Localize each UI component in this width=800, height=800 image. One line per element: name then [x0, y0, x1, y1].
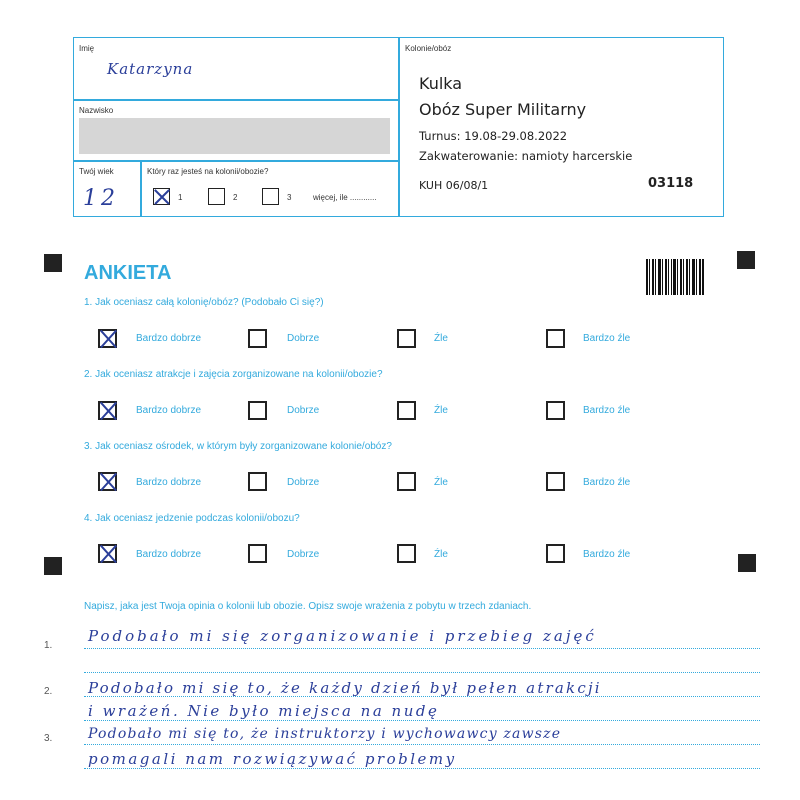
camp-accommodation: Zakwaterowanie: namioty harcerskie [419, 149, 633, 163]
times-label: Który raz jesteś na kolonii/obozie? [147, 167, 269, 176]
times-option-1: 1 [178, 193, 183, 202]
times-option-3: 3 [287, 193, 292, 202]
times-more-label: więcej, ile ............ [313, 193, 377, 202]
q2-option-bardzo-zle-checkbox[interactable] [546, 401, 565, 420]
q4-option-zle-checkbox[interactable] [397, 544, 416, 563]
q1-option-bardzo-zle-checkbox[interactable] [546, 329, 565, 348]
q4-option-dobrze-checkbox[interactable] [248, 544, 267, 563]
times-option-2: 2 [233, 193, 238, 202]
corner-marker-top-left [44, 254, 62, 272]
q3-option-bardzo-dobrze-label: Bardzo dobrze [136, 477, 202, 488]
line-number-1: 1. [44, 640, 53, 651]
line-number-2: 2. [44, 686, 53, 697]
q2-option-zle-checkbox[interactable] [397, 401, 416, 420]
q2-option-bardzo-dobrze-label: Bardzo dobrze [136, 405, 202, 416]
q3-option-dobrze-checkbox[interactable] [248, 472, 267, 491]
q1-option-bardzo-dobrze-checkbox[interactable] [98, 329, 117, 348]
q3-option-bardzo-zle-checkbox[interactable] [546, 472, 565, 491]
q1-option-dobrze-checkbox[interactable] [248, 329, 267, 348]
q1-option-bardzo-dobrze-label: Bardzo dobrze [136, 333, 202, 344]
answer-2-line-1[interactable]: Podobało mi się to, że każdy dzień był pełen atrakcji [88, 679, 602, 697]
times-checkbox-3[interactable] [262, 188, 279, 205]
question-4: 4. Jak oceniasz jedzenie podczas kolonii/obozu? [84, 513, 300, 524]
camp-code: KUH 06/08/1 [419, 179, 489, 192]
answer-3-line-2[interactable]: pomagali nam rozwiązywać problemy [88, 750, 457, 768]
answer-line [84, 720, 760, 721]
q3-option-dobrze-label: Dobrze [287, 477, 320, 488]
q1-option-zle-checkbox[interactable] [397, 329, 416, 348]
q2-option-zle-label: Źle [434, 405, 448, 416]
form-divider-vertical [398, 37, 400, 217]
survey-title: ANKIETA [84, 262, 172, 284]
corner-marker-mid-left [44, 557, 62, 575]
q4-option-bardzo-dobrze-label: Bardzo dobrze [136, 549, 202, 560]
q2-option-dobrze-label: Dobrze [287, 405, 320, 416]
q3-option-zle-checkbox[interactable] [397, 472, 416, 491]
answer-1[interactable]: Podobało mi się zorganizowanie i przebieg zajęć [88, 627, 597, 645]
opinion-prompt: Napisz, jaka jest Twoja opinia o kolonii lub obozie. Opisz swoje wrażenia z pobytu w trzech zdaniach. [84, 601, 532, 612]
q2-option-dobrze-checkbox[interactable] [248, 401, 267, 420]
q4-option-bardzo-zle-checkbox[interactable] [546, 544, 565, 563]
q1-option-dobrze-label: Dobrze [287, 333, 320, 344]
q4-option-bardzo-zle-label: Bardzo źle [583, 549, 631, 560]
q3-option-bardzo-zle-label: Bardzo źle [583, 477, 631, 488]
name-value[interactable]: Katarzyna [107, 60, 194, 78]
answer-line [84, 648, 760, 649]
question-3: 3. Jak oceniasz ośrodek, w którym były zorganizowane kolonie/obóz? [84, 441, 392, 452]
q3-option-zle-label: Źle [434, 477, 448, 488]
answer-line [84, 672, 760, 673]
form-divider-surname [73, 160, 399, 162]
form-divider-name [73, 99, 399, 101]
name-label: Imię [79, 44, 95, 53]
q1-option-zle-label: Źle [434, 333, 448, 344]
camp-name: Kulka [419, 74, 463, 93]
times-checkbox-2[interactable] [208, 188, 225, 205]
answer-2-line-2[interactable]: i wrażeń. Nie było miejsca na nudę [88, 702, 440, 720]
corner-marker-top-right [737, 251, 755, 269]
q2-option-bardzo-zle-label: Bardzo źle [583, 405, 631, 416]
question-1: 1. Jak oceniasz całą kolonię/obóz? (Podobało Ci się?) [84, 297, 324, 308]
form-divider-age [140, 160, 142, 217]
surname-label: Nazwisko [79, 106, 114, 115]
camp-subtitle: Obóz Super Militarny [419, 100, 587, 119]
age-value[interactable]: 12 [83, 186, 119, 211]
surname-field[interactable] [79, 118, 390, 154]
answer-line [84, 744, 760, 745]
camp-turnus: Turnus: 19.08-29.08.2022 [419, 129, 568, 143]
q4-option-zle-label: Źle [434, 549, 448, 560]
barcode [646, 259, 704, 295]
camp-section-label: Kolonie/obóz [405, 44, 452, 53]
answer-3-line-1[interactable]: Podobało mi się to, że instruktorzy i wychowawcy zawsze [88, 726, 562, 742]
answer-line [84, 768, 760, 769]
camp-number: 03118 [648, 176, 694, 191]
q4-option-bardzo-dobrze-checkbox[interactable] [98, 544, 117, 563]
question-2: 2. Jak oceniasz atrakcje i zajęcia zorganizowane na kolonii/obozie? [84, 369, 383, 380]
age-label: Twój wiek [79, 167, 114, 176]
q4-option-dobrze-label: Dobrze [287, 549, 320, 560]
q2-option-bardzo-dobrze-checkbox[interactable] [98, 401, 117, 420]
q1-option-bardzo-zle-label: Bardzo źle [583, 333, 631, 344]
corner-marker-mid-right [738, 554, 756, 572]
q3-option-bardzo-dobrze-checkbox[interactable] [98, 472, 117, 491]
times-checkbox-1[interactable] [153, 188, 170, 205]
line-number-3: 3. [44, 733, 53, 744]
